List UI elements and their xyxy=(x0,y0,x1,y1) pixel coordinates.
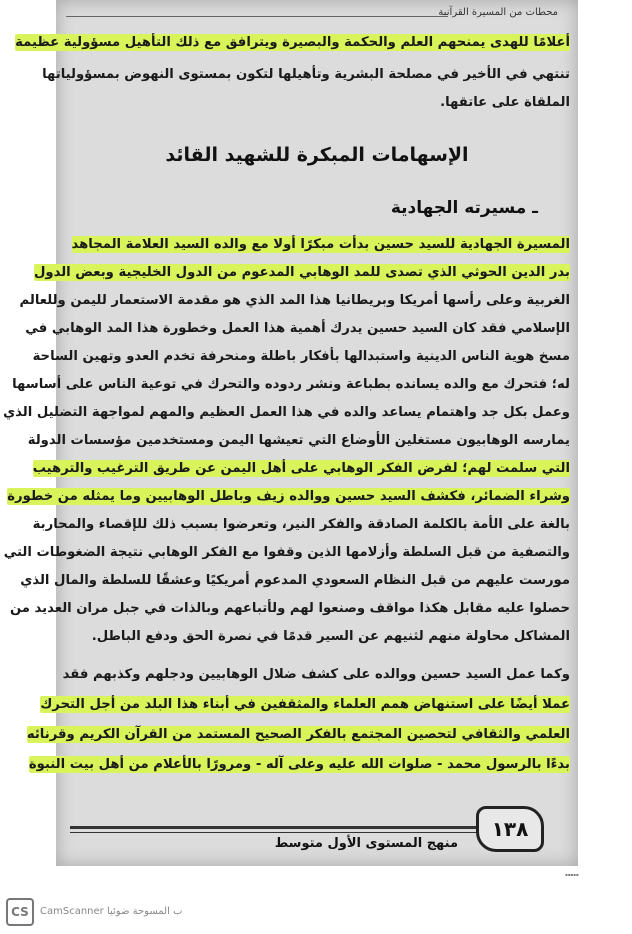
line-text: المشاكل محاولة منهم لثنيهم عن السير قدمًا في نصرة الحق ودفع الباطل. xyxy=(91,629,570,644)
text-line xyxy=(64,238,570,251)
line-text: بالغة على الأمة بالكلمة الصادقة والفكر النير، وتعرضوا بسبب ذلك للإقصاء والمحاربة xyxy=(32,517,570,532)
text-line xyxy=(9,601,570,616)
text-line xyxy=(3,545,570,560)
text-line xyxy=(3,405,570,420)
line-text: عملا أيضًا على استنهاض همم العلماء والمثقفين في أبناء هذا البلد من أجل التحرك xyxy=(40,697,570,712)
text-line xyxy=(26,727,570,742)
line-text: الملقاة على عاتقها. xyxy=(440,95,570,110)
page-number: ١٣٨ xyxy=(476,806,544,852)
line-text: أعلامًا للهدى يمنحهم العلم والحكمة والبصيرة ويترافق مع ذلك التأهيل مسؤولية عظيمة xyxy=(15,35,570,50)
line-text: الإسلامي فقد كان السيد حسين يدرك أهمية هذا العمل وخطورة هذا المد الوهابي في xyxy=(25,321,570,336)
line-text: حصلوا عليه مقابل هكذا مواقف وصنعوا لهم ولأتباعهم وبالذات في جبل مران العديد من xyxy=(9,601,570,616)
text-line xyxy=(33,265,570,280)
running-head xyxy=(56,4,578,20)
line-text: بدر الدين الحوثي الذي تصدى للمد الوهابي المدعوم من الدول الخليجية وبعض الدول xyxy=(33,265,570,280)
text-line xyxy=(15,35,570,50)
text-line xyxy=(19,293,570,308)
camscanner-logo-icon: CS xyxy=(6,898,34,926)
text-line xyxy=(12,377,570,392)
line-text: تنتهي في الأخير في مصلحة البشرية وتأهيلها لتكون بمستوى النهوض بمسؤولياتها xyxy=(42,67,570,82)
text-line xyxy=(32,517,570,532)
text-line xyxy=(64,668,570,681)
text-line xyxy=(32,349,570,364)
book-page xyxy=(3,0,578,866)
running-head-title: محطات من المسيرة القرآنية xyxy=(438,7,558,18)
camscanner-label: CamScanner ب المسوحة ضوئيا xyxy=(40,906,183,917)
line-text: مورست عليهم من قبل النظام السعودي المدعوم أمريكيًا وعشقًا للسلطة والمال الذي xyxy=(20,573,570,588)
line-text: المسيرة الجهادية للسيد حسين بدأت مبكرًا أولا مع والده السيد العلامة المجاهد xyxy=(71,237,570,252)
line-text: يمارسه الوهابيون مستغلين الأوضاع التي تعيشها اليمن ومستخدمين مؤسسات الدولة xyxy=(27,433,570,448)
line-text: مسخ هوية الناس الدينية واستبدالها بأفكار باطلة ومنحرفة تخدم العدو وتهين الساحة xyxy=(32,349,570,364)
running-head-rule xyxy=(66,16,448,17)
line-text: التي سلمت لهم؛ لفرض الفكر الوهابي على أهل اليمن عن طريق الترغيب والترهيب xyxy=(32,461,570,476)
text-line xyxy=(27,433,570,448)
text-line xyxy=(7,489,570,504)
footer-rule-thin xyxy=(70,832,478,833)
line-text: له؛ فتحرك مع والده يسانده بطباعة ونشر ردوده والتحرك في توعية الناس على أساسها xyxy=(12,377,570,392)
footer-rule xyxy=(70,826,478,829)
subsection-title: ـ مسيرته الجهادية xyxy=(390,198,538,218)
line-text: وعمل بكل جد واهتمام يساعد والده في هذا العمل العظيم والمهم لمواجهة التضليل الذي xyxy=(3,405,570,420)
text-line xyxy=(64,96,570,109)
line-text: العلمي والثقافي لتحصين المجتمع بالفكر الصحيح المستمد من القرآن الكريم وقرنائه xyxy=(26,727,570,742)
line-text: الغربية وعلى رأسها أمريكا وبريطانيا هذا المد الذي هو مقدمة الاستعمار لليمن وللعالم xyxy=(19,293,570,308)
line-text: وشراء الضمائر، فكشف السيد حسين ووالده زيف وباطل الوهابيين وما يمثله من خطورة xyxy=(7,489,570,504)
line-text: وكما عمل السيد حسين ووالده على كشف ضلال الوهابيين ودجلهم وكذبهم فقد xyxy=(62,667,570,682)
line-text: والتصفية من قبل السلطة وأزلامها الذين وقفوا مع الفكر الوهابي نتيجة الضغوطات التي xyxy=(3,545,570,560)
text-line xyxy=(32,461,570,476)
text-line xyxy=(42,67,570,82)
text-line xyxy=(28,757,570,772)
text-line xyxy=(40,697,570,712)
line-text: بدءًا بالرسول محمد - صلوات الله عليه وعلى آله - ومرورًا بالأعلام من أهل بيت النبوة xyxy=(28,757,570,772)
footer-title: منهج المستوى الأول متوسط xyxy=(274,836,458,851)
text-line xyxy=(25,321,570,336)
section-title: الإسهامات المبكرة للشهيد القائد xyxy=(165,144,469,166)
scanner-watermark xyxy=(0,890,632,934)
text-line xyxy=(20,573,570,588)
text-line xyxy=(64,630,570,643)
scan-stamp: ▪▪▪▪▪ xyxy=(565,872,579,877)
